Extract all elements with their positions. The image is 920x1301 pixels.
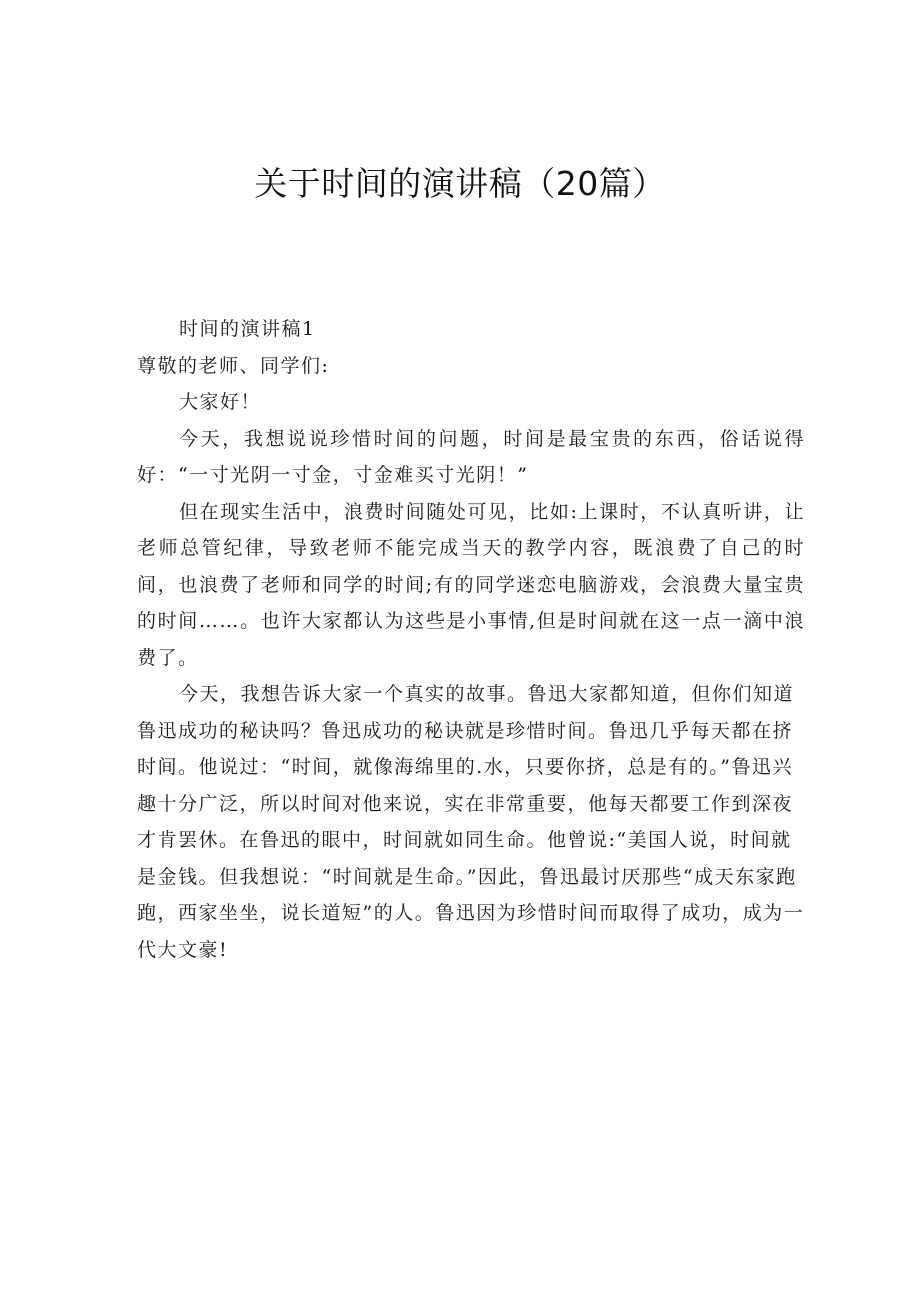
document-title: 关于时间的演讲稿（20篇） [254, 164, 666, 203]
greeting: 大家好！ [179, 391, 262, 413]
document-body [137, 311, 805, 968]
section-heading: 时间的演讲稿1 [179, 318, 316, 340]
paragraph-3: 今天，我想告诉大家一个真实的故事。鲁迅大家都知道，但你们知道鲁迅成功的秘诀吗？鲁迅成功的秘诀就是珍惜时间。鲁迅几乎每天都在挤时间。他说过：“时间，就像海绵里的.水，只要你挤，总是有的。”鲁迅兴趣十分广泛，所以时间对他来说，实在非常重要，他每天都要工作到深夜才肯罢休。在鲁迅的眼中，时间就如同生命。他曾说:“美国人说，时间就是金钱。但我想说：“时间就是生命。”因此，鲁迅最讨厌那些“成天东家跑跑，西家坐坐，说长道短”的人。鲁迅因为珍惜时间而取得了成功，成为一代大文豪! [137, 683, 805, 961]
paragraph-1: 今天，我想说说珍惜时间的问题，时间是最宝贵的东西，俗话说得好：“一寸光阴一寸金，寸金难买寸光阴！” [137, 427, 805, 486]
paragraph-2: 但在现实生活中，浪费时间随处可见，比如:上课时，不认真听讲，让老师总管纪律，导致老师不能完成当天的教学内容，既浪费了自己的时间，也浪费了老师和同学的时间;有的同学迷恋电脑游戏，会浪费大量宝贵的时间……。也许大家都认为这些是小事情,但是时间就在这一点一滴中浪费了。 [137, 500, 805, 669]
salutation: 尊敬的老师、同学们: [137, 354, 330, 377]
